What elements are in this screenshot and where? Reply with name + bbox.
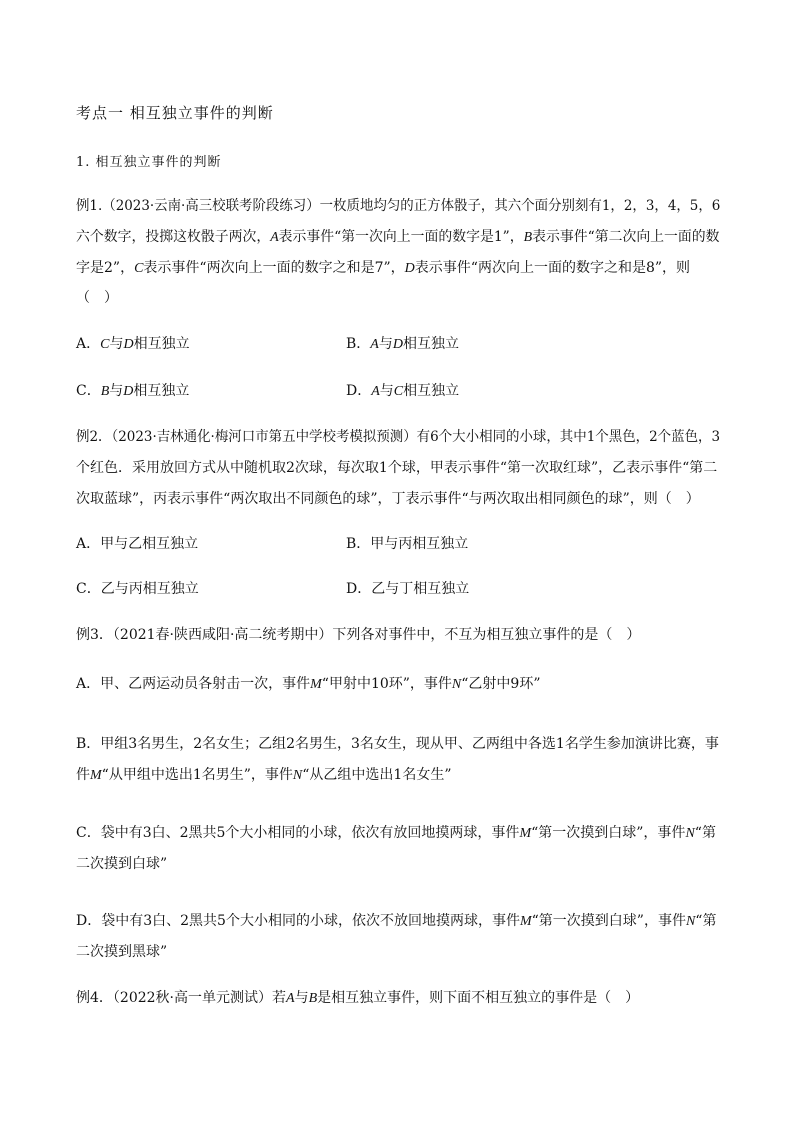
ex2-line-1: 例2．（2023·吉林通化·梅河口市第五中学校考模拟预测）有6个大小相同的小球，其中1个黑色，2个蓝色，3 — [76, 429, 721, 445]
ex1-option-a: A．C与D相互独立 — [76, 336, 190, 352]
ex1-option-b: B．A与D相互独立 — [346, 336, 459, 352]
ex2-line-2: 个红色．采用放回方式从中随机取2次球，每次取1个球，甲表示事件“第一次取红球”，乙表示事件“第二 — [76, 460, 718, 476]
ex2-line-3: 次取蓝球”，丙表示事件“两次取出不同颜色的球”，丁表示事件“与两次取出相同颜色的球”，则（ ） — [76, 491, 700, 507]
ex1-line-1: 例1.（2023·云南·高三校联考阶段练习）一枚质地均匀的正方体骰子，其六个面分别刻有1，2，3，4，5，6 — [76, 198, 721, 214]
ex3-option-b-line-2: 件M“从甲组中选出1名男生”，事件N“从乙组中选出1名女生” — [76, 767, 452, 783]
subsection-heading: 1. 相互独立事件的判断 — [76, 155, 222, 170]
ex2-option-c: C．乙与丙相互独立 — [76, 581, 199, 597]
ex1-line-3: 字是2”，C表示事件“两次向上一面的数字之和是7”，D表示事件“两次向上一面的数字之和是8”，则 — [76, 260, 691, 276]
ex3-option-b-line-1: B．甲组3名男生，2名女生；乙组2名男生，3名女生，现从甲、乙两组中各选1名学生参加演讲比赛，事 — [76, 736, 719, 752]
ex3-option-a: A．甲、乙两运动员各射击一次，事件M“甲射中10环”，事件N“乙射中9环” — [76, 676, 541, 692]
ex1-option-c: C．B与D相互独立 — [76, 383, 190, 399]
ex1-option-d: D．A与C相互独立 — [346, 383, 460, 399]
ex2-option-d: D．乙与丁相互独立 — [346, 581, 470, 597]
ex3-option-d-line-1: D．袋中有3白、2黑共5个大小相同的小球，依次不放回地摸两球，事件M“第一次摸到白球”，事件N“第 — [76, 913, 717, 929]
ex2-option-b: B．甲与丙相互独立 — [346, 536, 469, 552]
section-heading: 考点一 相互独立事件的判断 — [76, 104, 274, 122]
ex3-option-c-line-1: C．袋中有3白、2黑共5个大小相同的小球，依次有放回地摸两球，事件M“第一次摸到白球”，事件N“第 — [76, 825, 716, 841]
ex3-option-c-line-2: 二次摸到白球” — [76, 856, 168, 872]
ex1-line-2: 六个数字，投掷这枚骰子两次，A表示事件“第一次向上一面的数字是1”，B表示事件“第二次向上一面的数 — [76, 229, 720, 245]
ex2-option-a: A．甲与乙相互独立 — [76, 536, 199, 552]
ex1-answer-blank: （ ） — [76, 290, 118, 306]
ex3-option-d-line-2: 二次摸到黑球” — [76, 944, 168, 960]
ex3-line-1: 例3．（2021春·陕西咸阳·高二统考期中）下列各对事件中，不互为相互独立事件的是（ ） — [76, 627, 641, 643]
ex4-line-1: 例4．（2022秋·高一单元测试）若A与B是相互独立事件，则下面不相互独立的事件是（ ） — [76, 990, 640, 1006]
